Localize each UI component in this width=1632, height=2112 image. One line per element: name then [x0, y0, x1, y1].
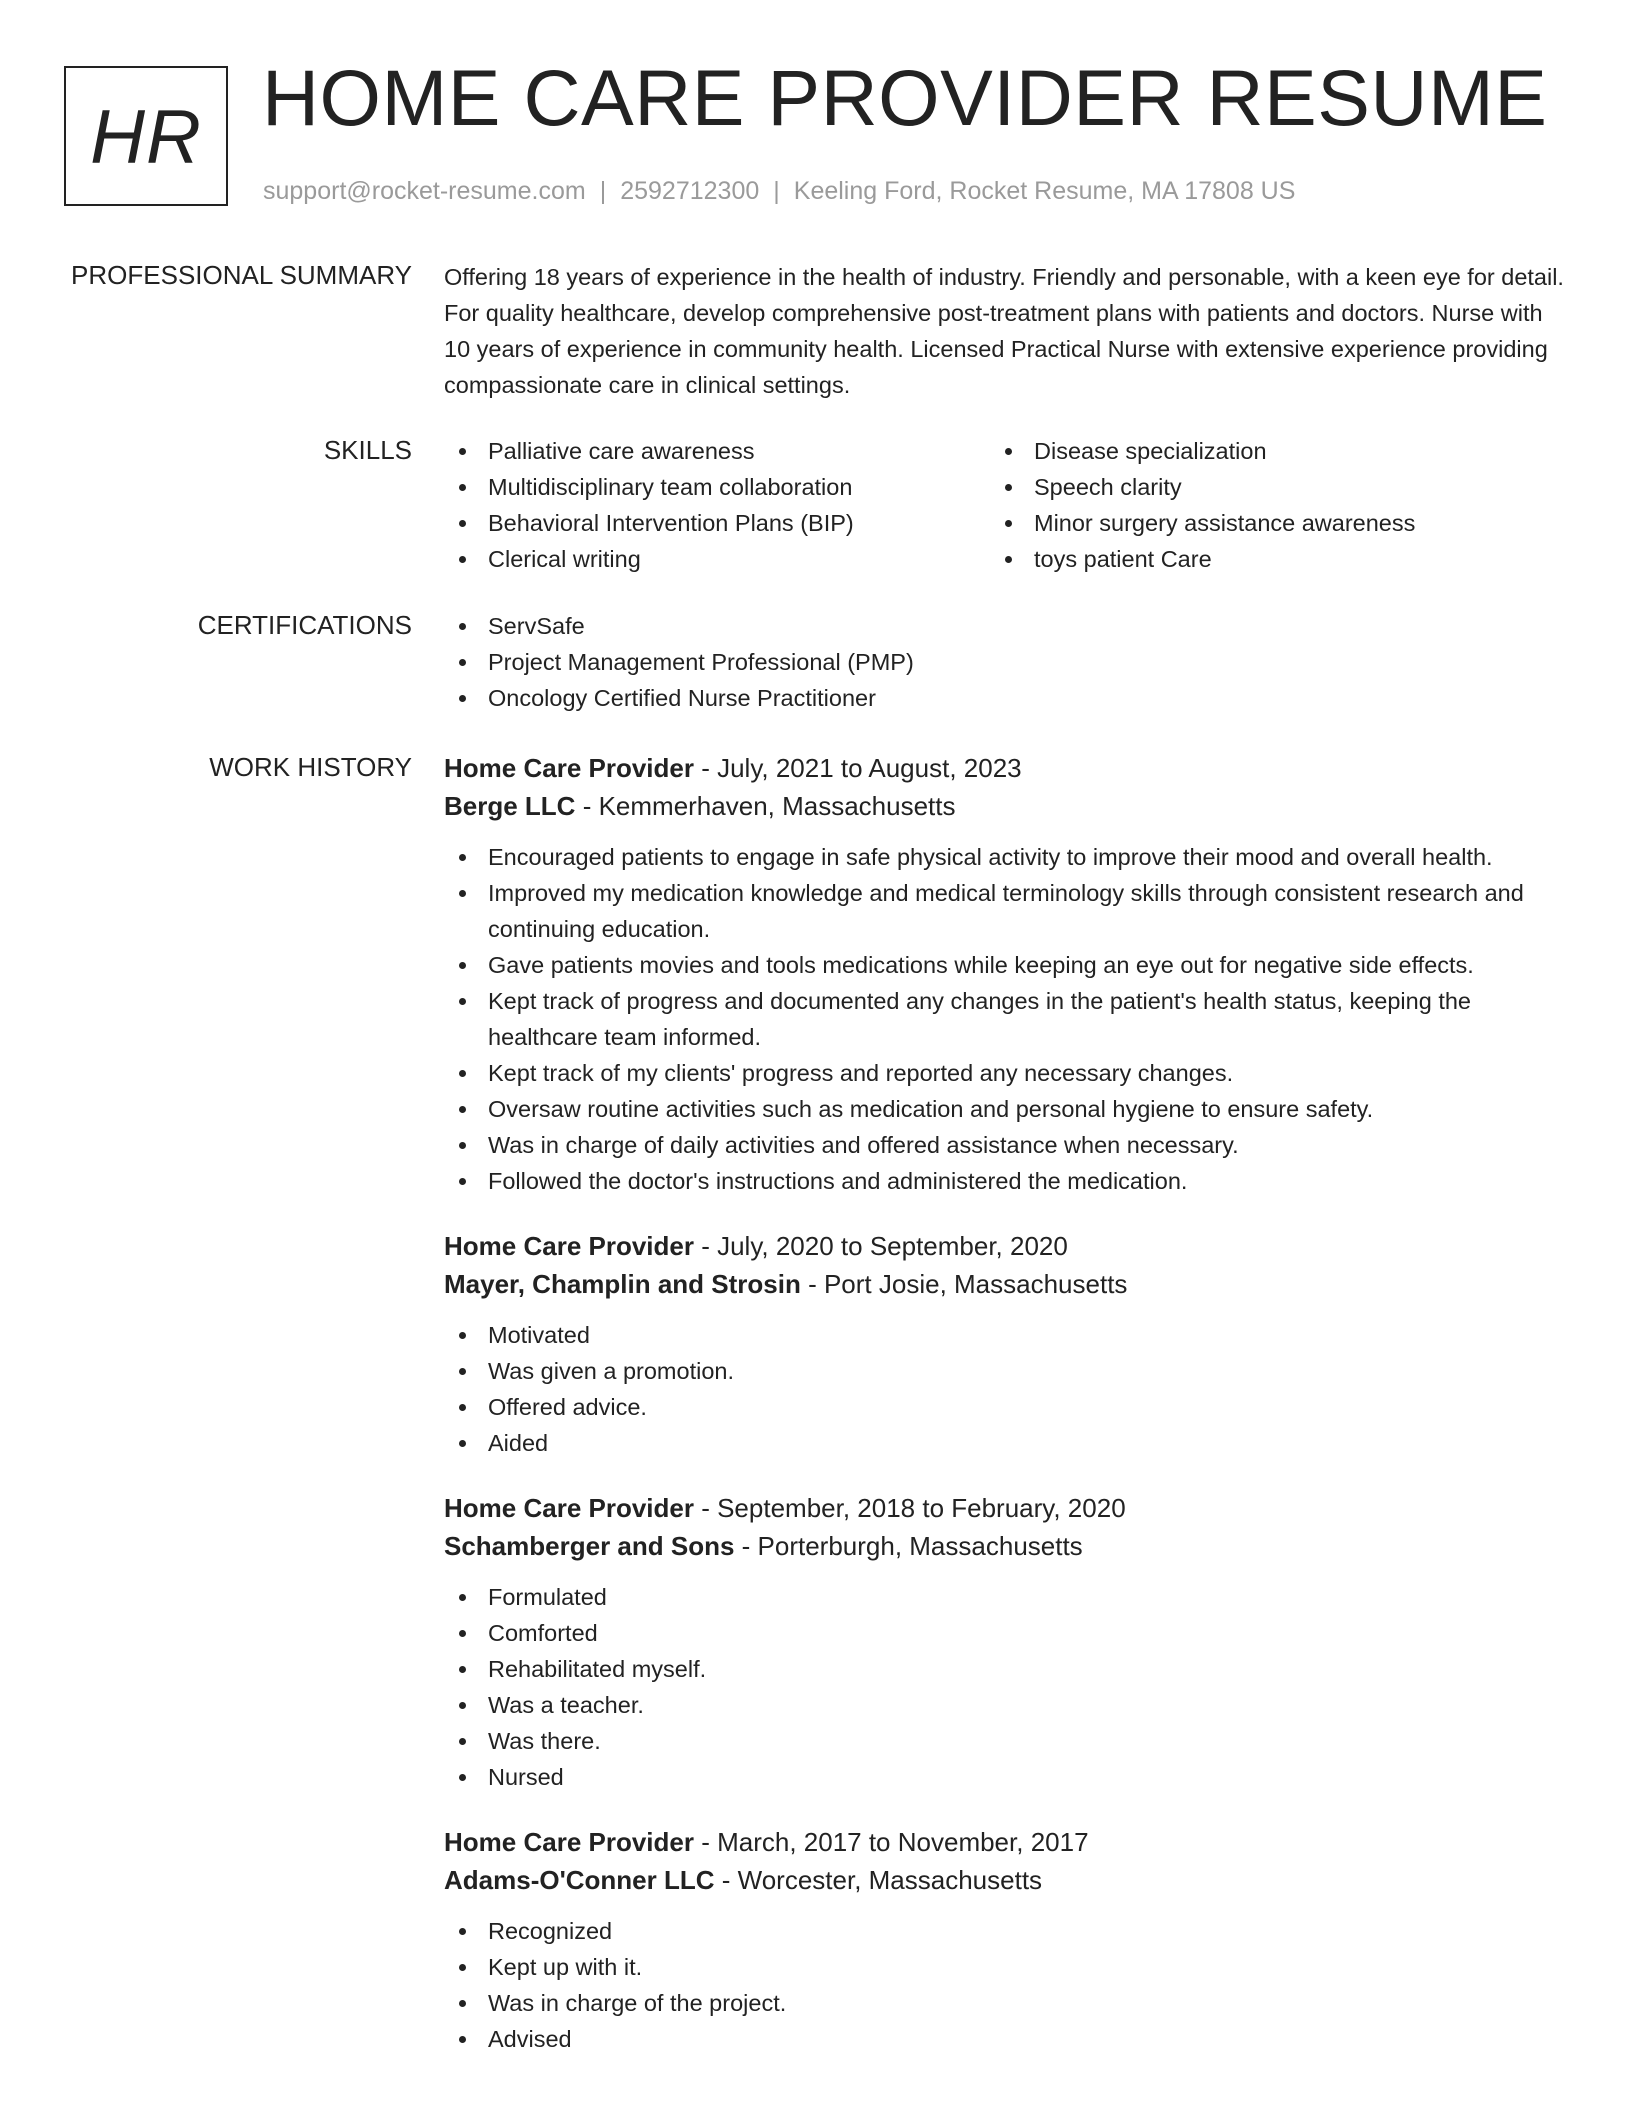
skills-label: SKILLS: [323, 435, 412, 465]
job-duties: [444, 1913, 1564, 2057]
job-company: Adams-O'Conner LLC: [444, 1865, 715, 1895]
skills-list-right: [990, 433, 1536, 577]
job-duty: Advised: [444, 2021, 1564, 2057]
job-duty: Was given a promotion.: [444, 1353, 1564, 1389]
job-duty: Offered advice.: [444, 1389, 1564, 1425]
skill-item: Behavioral Intervention Plans (BIP): [444, 505, 990, 541]
resume-title: HOME CARE PROVIDER RESUME: [262, 53, 1548, 142]
job-duty: Kept up with it.: [444, 1949, 1564, 1985]
job-duty: Oversaw routine activities such as medication and personal hygiene to ensure safety.: [444, 1091, 1564, 1127]
job-duty: Formulated: [444, 1579, 1564, 1615]
contact-phone[interactable]: 2592712300: [620, 177, 760, 205]
certification-item: Oncology Certified Nurse Practitioner: [444, 680, 1564, 716]
contact-address: Keeling Ford, Rocket Resume, MA 17808 US: [793, 177, 1296, 205]
job-title-line: [444, 1227, 1564, 1265]
job-company-line: [444, 1861, 1564, 1899]
job-title-line: [444, 749, 1564, 787]
job-duty: Was in charge of the project.: [444, 1985, 1564, 2021]
job-title: Home Care Provider: [444, 1493, 694, 1523]
job-duty: Was in charge of daily activities and offered assistance when necessary.: [444, 1127, 1564, 1163]
job-company: Mayer, Champlin and Strosin: [444, 1269, 801, 1299]
job-company-line: [444, 1265, 1564, 1303]
job-location: - Port Josie, Massachusetts: [800, 1269, 1128, 1299]
job-duties: [444, 1317, 1564, 1461]
job-dates: - July, 2020 to September, 2020: [693, 1231, 1068, 1261]
job-dates: - September, 2018 to February, 2020: [693, 1493, 1126, 1523]
job-duty: Followed the doctor's instructions and administered the medication.: [444, 1163, 1564, 1199]
monogram-box: [64, 66, 228, 206]
summary-body: [444, 259, 1564, 403]
job-company: Berge LLC: [444, 791, 576, 821]
job-company: Schamberger and Sons: [444, 1531, 735, 1561]
job-entry: [444, 1823, 1564, 2057]
job-duty: Kept track of progress and documented any changes in the patient's health status, keeping the healthcare team informed.: [444, 983, 1564, 1055]
job-location: - Worcester, Massachusetts: [714, 1865, 1043, 1895]
job-entry: [444, 1227, 1564, 1461]
job-duty: Improved my medication knowledge and medical terminology skills through consistent research and continuing education.: [444, 875, 1564, 947]
work-history-label: WORK HISTORY: [209, 752, 412, 782]
skill-item: Palliative care awareness: [444, 433, 990, 469]
certification-item: Project Management Professional (PMP): [444, 644, 1564, 680]
job-duties: [444, 1579, 1564, 1795]
certifications-body: [444, 608, 1564, 716]
job-entry: [444, 749, 1564, 1199]
job-title: Home Care Provider: [444, 1827, 694, 1857]
skill-item: Disease specialization: [990, 433, 1536, 469]
job-duty: Kept track of my clients' progress and reported any necessary changes.: [444, 1055, 1564, 1091]
skill-item: Speech clarity: [990, 469, 1536, 505]
job-duty: Comforted: [444, 1615, 1564, 1651]
skill-item: toys patient Care: [990, 541, 1536, 577]
job-duty: Encouraged patients to engage in safe physical activity to improve their mood and overall health.: [444, 839, 1564, 875]
job-dates: - March, 2017 to November, 2017: [693, 1827, 1089, 1857]
certifications-list: [444, 608, 1564, 716]
skill-item: Clerical writing: [444, 541, 990, 577]
job-duty: Was a teacher.: [444, 1687, 1564, 1723]
contact-line: [263, 176, 1295, 206]
job-title-line: [444, 1489, 1564, 1527]
job-title: Home Care Provider: [444, 1231, 694, 1261]
monogram-text: HR: [90, 94, 202, 180]
job-dates: - July, 2021 to August, 2023: [693, 753, 1022, 783]
job-title-line: [444, 1823, 1564, 1861]
job-entry: [444, 1489, 1564, 1795]
job-title: Home Care Provider: [444, 753, 694, 783]
skills-list-left: [444, 433, 990, 577]
summary-label: PROFESSIONAL SUMMARY: [71, 260, 412, 290]
job-duty: Gave patients movies and tools medications while keeping an eye out for negative side effects.: [444, 947, 1564, 983]
job-duty: Was there.: [444, 1723, 1564, 1759]
job-duty: Aided: [444, 1425, 1564, 1461]
contact-separator: |: [773, 177, 780, 205]
skills-body: [444, 433, 1564, 577]
skill-item: Multidisciplinary team collaboration: [444, 469, 990, 505]
job-location: - Kemmerhaven, Massachusetts: [575, 791, 956, 821]
contact-email[interactable]: support@rocket-resume.com: [263, 177, 586, 205]
contact-separator: |: [599, 177, 607, 205]
job-duty: Motivated: [444, 1317, 1564, 1353]
job-duty: Nursed: [444, 1759, 1564, 1795]
job-company-line: [444, 1527, 1564, 1565]
job-company-line: [444, 787, 1564, 825]
job-location: - Porterburgh, Massachusetts: [734, 1531, 1083, 1561]
job-duty: Recognized: [444, 1913, 1564, 1949]
work-history-body: [444, 749, 1564, 2085]
skill-item: Minor surgery assistance awareness: [990, 505, 1536, 541]
certification-item: ServSafe: [444, 608, 1564, 644]
job-duty: Rehabilitated myself.: [444, 1651, 1564, 1687]
certifications-label: CERTIFICATIONS: [197, 610, 412, 640]
summary-text: Offering 18 years of experience in the health of industry. Friendly and personable, with a keen eye for detail. For quality healthcare, develop comprehensive post-treatment plans with patients and doctors. Nurse with 10 years of experience in community health. Licensed Practical Nurse with extensive experience providing compassionate care in clinical settings.: [444, 264, 1564, 398]
job-duties: [444, 839, 1564, 1199]
